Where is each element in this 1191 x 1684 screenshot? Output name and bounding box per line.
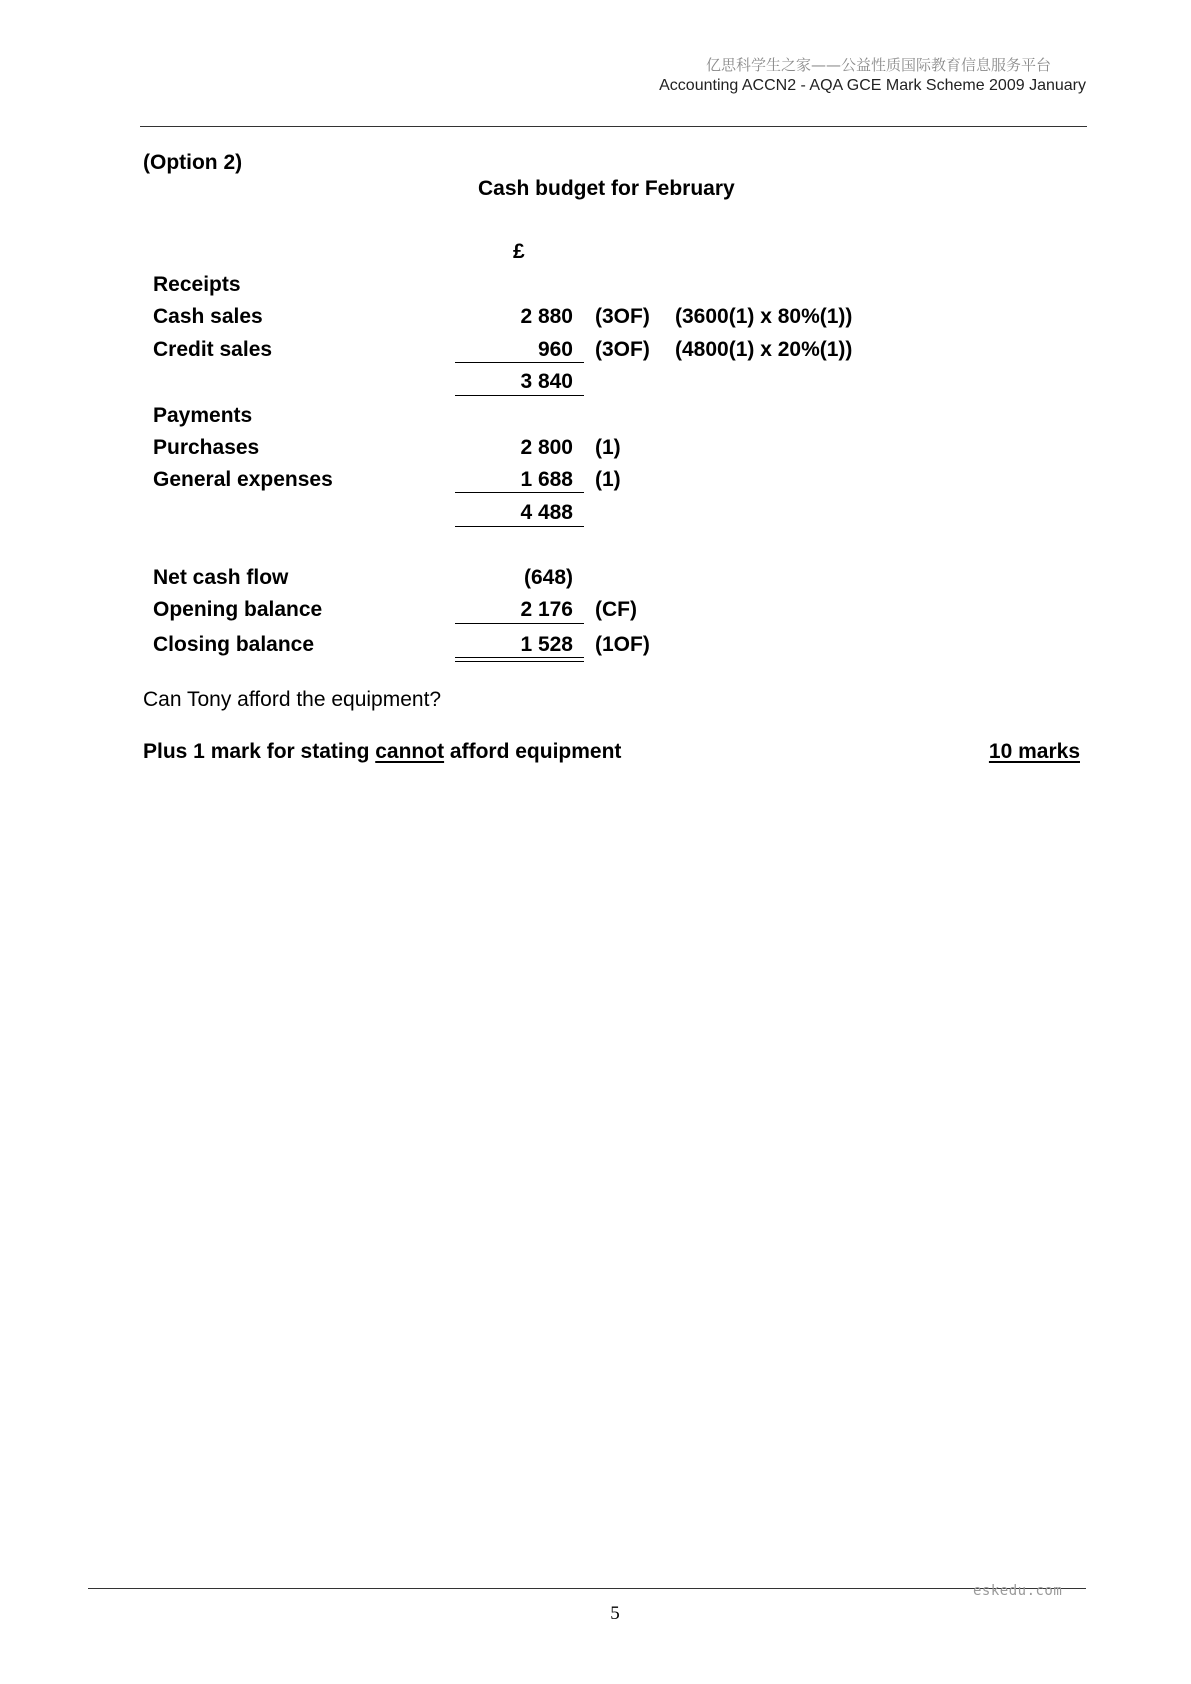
opening-balance-mark: (CF) xyxy=(595,598,637,621)
closing-balance-double-rule xyxy=(455,657,584,662)
purchases-amount: 2 800 xyxy=(520,436,573,459)
payments-total-rule xyxy=(455,526,584,527)
header-divider xyxy=(140,126,1087,127)
closing-balance-mark: (1OF) xyxy=(595,633,650,656)
total-marks-text: 10 marks xyxy=(988,740,1080,763)
cash-sales-calculation: (3600(1) x 80%(1)) xyxy=(675,305,853,328)
receipts-heading: Receipts xyxy=(153,273,241,296)
credit-sales-label: Credit sales xyxy=(153,338,273,361)
footer-divider xyxy=(88,1588,1086,1589)
closing-balance-label: Closing balance xyxy=(153,633,315,656)
credit-sales-mark: (3OF) xyxy=(595,338,650,361)
credit-sales-amount: 960 xyxy=(537,338,573,361)
document-header-text: Accounting ACCN2 - AQA GCE Mark Scheme 2009 January xyxy=(659,77,1086,94)
opening-balance-label: Opening balance xyxy=(153,598,323,621)
watermark-text: eskedu.com xyxy=(973,1583,1063,1599)
opening-balance-rule xyxy=(455,623,584,624)
cash-sales-label: Cash sales xyxy=(153,305,263,328)
general-expenses-label: General expenses xyxy=(153,468,333,491)
general-expenses-mark: (1) xyxy=(595,468,621,491)
total-marks xyxy=(989,740,1080,764)
site-header-text: 亿思科学生之家——公益性质国际教育信息服务平台 xyxy=(705,56,1051,74)
option-label: (Option 2) xyxy=(143,151,243,174)
budget-title: Cash budget for February xyxy=(478,177,735,200)
plus-mark-before: Plus 1 mark for stating xyxy=(143,740,376,763)
cash-sales-mark: (3OF) xyxy=(595,305,650,328)
plus-mark-underlined: cannot xyxy=(375,740,445,763)
currency-symbol: £ xyxy=(513,240,525,263)
payments-total: 4 488 xyxy=(520,501,573,524)
cash-sales-amount: 2 880 xyxy=(520,305,573,328)
opening-balance-amount: 2 176 xyxy=(520,598,573,621)
purchases-mark: (1) xyxy=(595,436,621,459)
payments-subtotal-rule xyxy=(455,492,584,493)
question-text: Can Tony afford the equipment? xyxy=(143,688,442,711)
payments-heading: Payments xyxy=(153,404,253,427)
plus-mark-text xyxy=(143,740,621,764)
purchases-label: Purchases xyxy=(153,436,260,459)
receipts-total: 3 840 xyxy=(520,370,573,393)
credit-sales-calculation: (4800(1) x 20%(1)) xyxy=(675,338,853,361)
page-number: 5 xyxy=(610,1603,620,1624)
receipts-total-rule xyxy=(455,395,584,396)
net-cash-flow-amount: (648) xyxy=(523,566,573,589)
receipts-subtotal-rule xyxy=(455,362,584,363)
net-cash-flow-label: Net cash flow xyxy=(153,566,289,589)
closing-balance-amount: 1 528 xyxy=(520,633,573,656)
plus-mark-after: afford equipment xyxy=(444,740,622,763)
general-expenses-amount: 1 688 xyxy=(520,468,573,491)
